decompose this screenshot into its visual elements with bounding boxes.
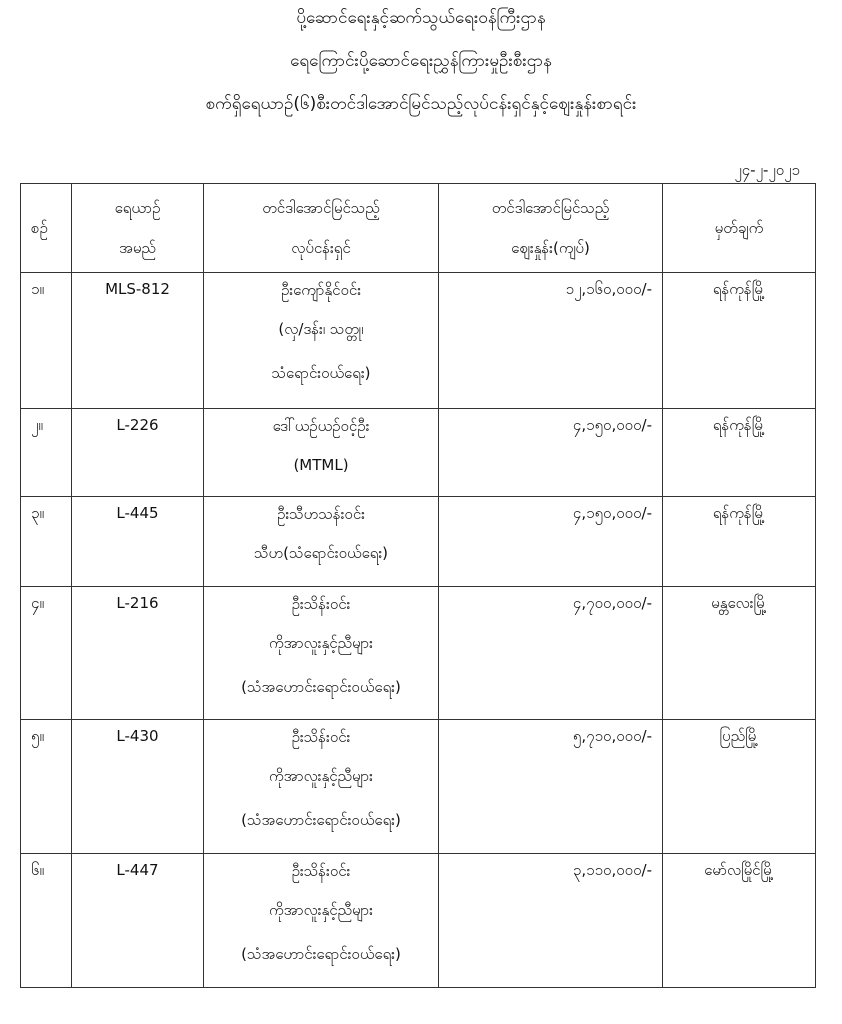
header-owner-line-1: တင်ဒါအောင်မြင်သည့် [262,199,380,217]
row-vessel-name: L-430 [72,720,204,854]
bidder-line: ကိုအာလူးနှင့်ညီများ [269,767,373,785]
table-row [21,497,816,587]
bidder-line: ဦးသိန်းဝင်း [291,862,351,880]
header-remark: မှတ်ချက် [663,184,816,273]
header-vessel-line-1: ရေယာဉ် [114,199,161,217]
row-vessel-name: L-445 [72,497,204,587]
row-bidder [204,587,439,720]
row-serial-no: ၆။ [21,854,72,988]
table-header-row [21,184,816,273]
row-serial-no: ၃။ [21,497,72,587]
row-remark: ပြည်မြို့ [663,720,816,854]
table-row [21,720,816,854]
bidder-line: (လှ/ဒန်း၊ သတ္တု၊ [278,320,364,338]
bidder-line: (သံအဟောင်းရောင်းဝယ်ရေး) [241,678,401,696]
header-serial-no: စဉ် [21,184,72,273]
document-date: ၂၄-၂-၂၀၂၁ [734,161,800,179]
bidder-line: ကိုအာလူးနှင့်ညီများ [269,901,373,919]
header-vessel-name [72,184,204,273]
row-remark: ရန်ကုန်မြို့ [663,497,816,587]
table-row [21,854,816,988]
row-serial-no: ၅။ [21,720,72,854]
row-bidder [204,497,439,587]
bidder-line: ဦးသီဟသန်းဝင်း [277,505,365,523]
bidder-line: သံရောင်းဝယ်ရေး) [271,364,371,382]
row-vessel-name: L-447 [72,854,204,988]
row-bidder [204,409,439,497]
row-vessel-name: L-216 [72,587,204,720]
header-vessel-line-2: အမည် [119,239,156,257]
tender-results-table [20,183,816,988]
row-bidder [204,273,439,409]
row-price: ၄,၇၀၀,၀၀၀/- [439,587,663,720]
row-bidder [204,854,439,988]
bidder-line: ဦးသိန်းဝင်း [291,728,351,746]
bidder-line: (သံအဟောင်းရောင်းဝယ်ရေး) [241,945,401,963]
bidder-line: ကိုအာလူးနှင့်ညီများ [269,634,373,652]
row-price: ၅,၇၁၀,၀၀၀/- [439,720,663,854]
row-remark: မော်လမြိုင်မြို့ [663,854,816,988]
header-price-line-2: ဈေးနှုန်း(ကျပ်) [511,239,590,257]
bidder-line: (MTML) [293,456,349,474]
row-serial-no: ၁။ [21,273,72,409]
header-owner-line-2: လုပ်ငန်းရှင် [291,239,351,257]
row-price: ၁၂,၁၆၀,၀၀၀/- [439,273,663,409]
header-price-line-1: တင်ဒါအောင်မြင်သည့် [491,199,610,217]
bidder-line: ဦးသိန်းဝင်း [291,595,351,613]
row-remark: မန္တလေးမြို့ [663,587,816,720]
bidder-line: သီဟ(သံရောင်းဝယ်ရေး) [254,544,388,562]
row-serial-no: ၂။ [21,409,72,497]
row-price: ၄,၁၅၀,၀၀၀/- [439,409,663,497]
bidder-line: ဦးကျော်နိုင်ဝင်း [280,281,362,299]
bidder-line: (သံအဟောင်းရောင်းဝယ်ရေး) [241,811,401,829]
row-vessel-name: L-226 [72,409,204,497]
table-row [21,273,816,409]
header-winning-bidder [204,184,439,273]
row-remark: ရန်ကုန်မြို့ [663,409,816,497]
table-row [21,409,816,497]
ministry-title: ပို့ဆောင်ရေးနှင့်ဆက်သွယ်ရေးဝန်ကြီးဌာန [296,8,546,28]
row-bidder [204,720,439,854]
row-serial-no: ၄။ [21,587,72,720]
row-vessel-name: MLS-812 [72,273,204,409]
row-remark: ရန်ကုန်မြို့ [663,273,816,409]
department-title: ရေကြောင်းပို့ဆောင်ရေးညွှန်ကြားမှုဦးစီးဌာန [290,51,552,71]
row-price: ၄,၁၅၀,၀၀၀/- [439,497,663,587]
document-title: စက်ရှိရေယာဉ်(၆)စီးတင်ဒါအောင်မြင်သည့်လုပ်ငန်းရှင်နှင့်ဈေးနှုန်းစာရင်း [205,94,637,114]
bidder-line: ဒေါ်ယဉ်ယဉ်ဝင့်ဦး [272,417,370,435]
header-winning-price [439,184,663,273]
row-price: ၃,၁၁၀,၀၀၀/- [439,854,663,988]
table-row [21,587,816,720]
